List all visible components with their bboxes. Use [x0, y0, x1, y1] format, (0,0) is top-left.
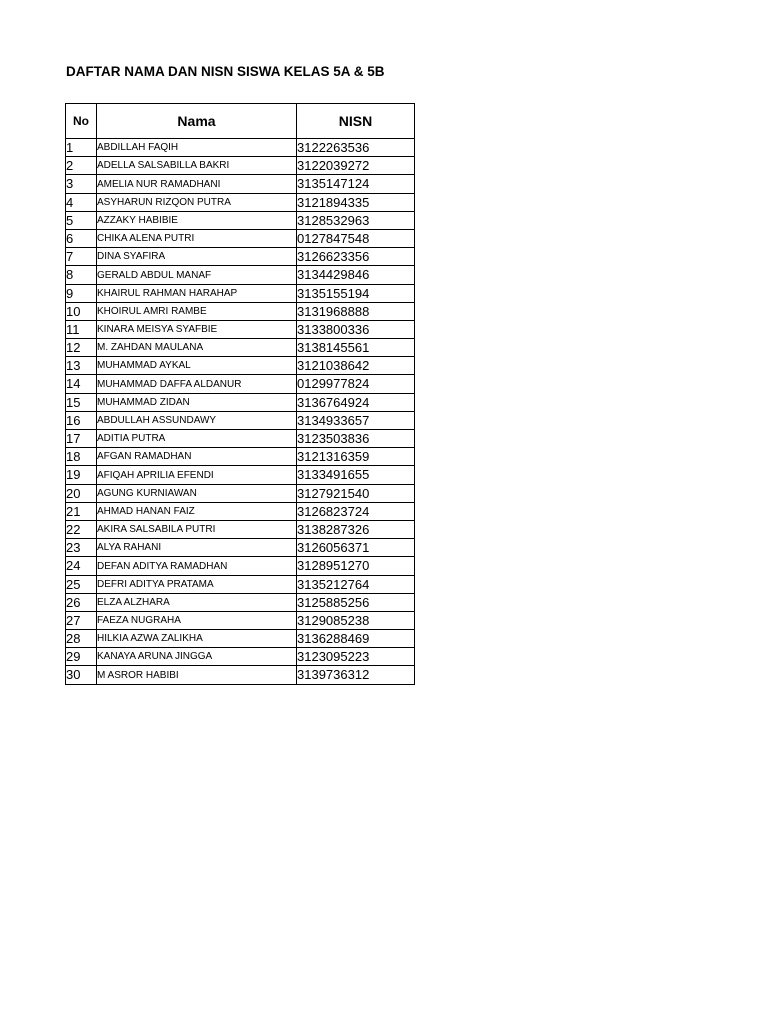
table-row [66, 266, 415, 284]
row-number: 26 [66, 593, 97, 611]
table-row [66, 320, 415, 338]
student-name: DINA SYAFIRA [97, 248, 297, 266]
student-nisn: 3131968888 [297, 302, 415, 320]
student-nisn: 3128951270 [297, 557, 415, 575]
student-nisn: 3122263536 [297, 139, 415, 157]
student-nisn: 3134429846 [297, 266, 415, 284]
student-name: MUHAMMAD DAFFA ALDANUR [97, 375, 297, 393]
table-row [66, 466, 415, 484]
student-name: ADITIA PUTRA [97, 430, 297, 448]
student-name: AHMAD HANAN FAIZ [97, 502, 297, 520]
header-name: Nama [97, 104, 297, 139]
student-name: ADELLA SALSABILLA BAKRI [97, 157, 297, 175]
student-nisn: 3128532963 [297, 211, 415, 229]
student-nisn: 3134933657 [297, 411, 415, 429]
student-name: AZZAKY HABIBIE [97, 211, 297, 229]
student-name: AMELIA NUR RAMADHANI [97, 175, 297, 193]
row-number: 14 [66, 375, 97, 393]
student-name: DEFAN ADITYA RAMADHAN [97, 557, 297, 575]
row-number: 6 [66, 229, 97, 247]
student-name: KANAYA ARUNA JINGGA [97, 648, 297, 666]
table-row [66, 448, 415, 466]
student-nisn: 3139736312 [297, 666, 415, 684]
student-name: AKIRA SALSABILA PUTRI [97, 520, 297, 538]
row-number: 3 [66, 175, 97, 193]
student-name: ALYA RAHANI [97, 539, 297, 557]
table-row [66, 375, 415, 393]
student-nisn: 3123095223 [297, 648, 415, 666]
student-name: GERALD ABDUL MANAF [97, 266, 297, 284]
student-name: MUHAMMAD AYKAL [97, 357, 297, 375]
row-number: 23 [66, 539, 97, 557]
table-row [66, 593, 415, 611]
row-number: 11 [66, 320, 97, 338]
table-row [66, 539, 415, 557]
student-name: AFGAN RAMADHAN [97, 448, 297, 466]
table-row [66, 557, 415, 575]
row-number: 13 [66, 357, 97, 375]
row-number: 29 [66, 648, 97, 666]
student-table [65, 103, 415, 685]
row-number: 12 [66, 339, 97, 357]
student-name: KHAIRUL RAHMAN HARAHAP [97, 284, 297, 302]
header-no: No [66, 104, 97, 139]
table-row [66, 211, 415, 229]
student-nisn: 3127921540 [297, 484, 415, 502]
row-number: 10 [66, 302, 97, 320]
table-row [66, 611, 415, 629]
row-number: 25 [66, 575, 97, 593]
student-name: KHOIRUL AMRI RAMBE [97, 302, 297, 320]
student-name: ELZA ALZHARA [97, 593, 297, 611]
student-nisn: 3135155194 [297, 284, 415, 302]
table-row [66, 157, 415, 175]
student-name: MUHAMMAD ZIDAN [97, 393, 297, 411]
row-number: 24 [66, 557, 97, 575]
student-name: HILKIA AZWA ZALIKHA [97, 630, 297, 648]
table-row [66, 630, 415, 648]
student-name: M ASROR HABIBI [97, 666, 297, 684]
row-number: 17 [66, 430, 97, 448]
row-number: 7 [66, 248, 97, 266]
row-number: 9 [66, 284, 97, 302]
row-number: 2 [66, 157, 97, 175]
row-number: 19 [66, 466, 97, 484]
table-row [66, 175, 415, 193]
table-row [66, 484, 415, 502]
row-number: 16 [66, 411, 97, 429]
student-nisn: 0127847548 [297, 229, 415, 247]
table-body [66, 139, 415, 685]
student-nisn: 3125885256 [297, 593, 415, 611]
student-nisn: 3138287326 [297, 520, 415, 538]
table-row [66, 357, 415, 375]
student-nisn: 0129977824 [297, 375, 415, 393]
student-name: ASYHARUN RIZQON PUTRA [97, 193, 297, 211]
student-nisn: 3138145561 [297, 339, 415, 357]
row-number: 21 [66, 502, 97, 520]
table-row [66, 139, 415, 157]
row-number: 15 [66, 393, 97, 411]
student-nisn: 3133800336 [297, 320, 415, 338]
student-nisn: 3121038642 [297, 357, 415, 375]
document-title: DAFTAR NAMA DAN NISN SISWA KELAS 5A & 5B [66, 64, 385, 79]
table-row [66, 648, 415, 666]
student-name: KINARA MEISYA SYAFBIE [97, 320, 297, 338]
student-name: M. ZAHDAN MAULANA [97, 339, 297, 357]
header-nisn: NISN [297, 104, 415, 139]
table-row [66, 339, 415, 357]
row-number: 22 [66, 520, 97, 538]
table-row [66, 393, 415, 411]
row-number: 8 [66, 266, 97, 284]
student-nisn: 3122039272 [297, 157, 415, 175]
student-nisn: 3123503836 [297, 430, 415, 448]
row-number: 30 [66, 666, 97, 684]
student-nisn: 3126823724 [297, 502, 415, 520]
row-number: 27 [66, 611, 97, 629]
table-row [66, 229, 415, 247]
table-row [66, 666, 415, 684]
student-nisn: 3133491655 [297, 466, 415, 484]
row-number: 18 [66, 448, 97, 466]
student-nisn: 3136288469 [297, 630, 415, 648]
student-name: FAEZA NUGRAHA [97, 611, 297, 629]
table-row [66, 302, 415, 320]
student-nisn: 3135147124 [297, 175, 415, 193]
table-row [66, 411, 415, 429]
student-name: ABDILLAH FAQIH [97, 139, 297, 157]
student-nisn: 3129085238 [297, 611, 415, 629]
student-name: AGUNG KURNIAWAN [97, 484, 297, 502]
table-row [66, 430, 415, 448]
table-row [66, 193, 415, 211]
row-number: 5 [66, 211, 97, 229]
row-number: 20 [66, 484, 97, 502]
row-number: 4 [66, 193, 97, 211]
row-number: 1 [66, 139, 97, 157]
table-header-row [66, 104, 415, 139]
student-name: DEFRI ADITYA PRATAMA [97, 575, 297, 593]
student-name: AFIQAH APRILIA EFENDI [97, 466, 297, 484]
student-nisn: 3126056371 [297, 539, 415, 557]
row-number: 28 [66, 630, 97, 648]
student-nisn: 3126623356 [297, 248, 415, 266]
student-nisn: 3135212764 [297, 575, 415, 593]
student-nisn: 3121316359 [297, 448, 415, 466]
table-row [66, 575, 415, 593]
student-nisn: 3121894335 [297, 193, 415, 211]
table-row [66, 502, 415, 520]
table-row [66, 284, 415, 302]
table-row [66, 248, 415, 266]
student-name: ABDULLAH ASSUNDAWY [97, 411, 297, 429]
student-name: CHIKA ALENA PUTRI [97, 229, 297, 247]
student-nisn: 3136764924 [297, 393, 415, 411]
table-row [66, 520, 415, 538]
